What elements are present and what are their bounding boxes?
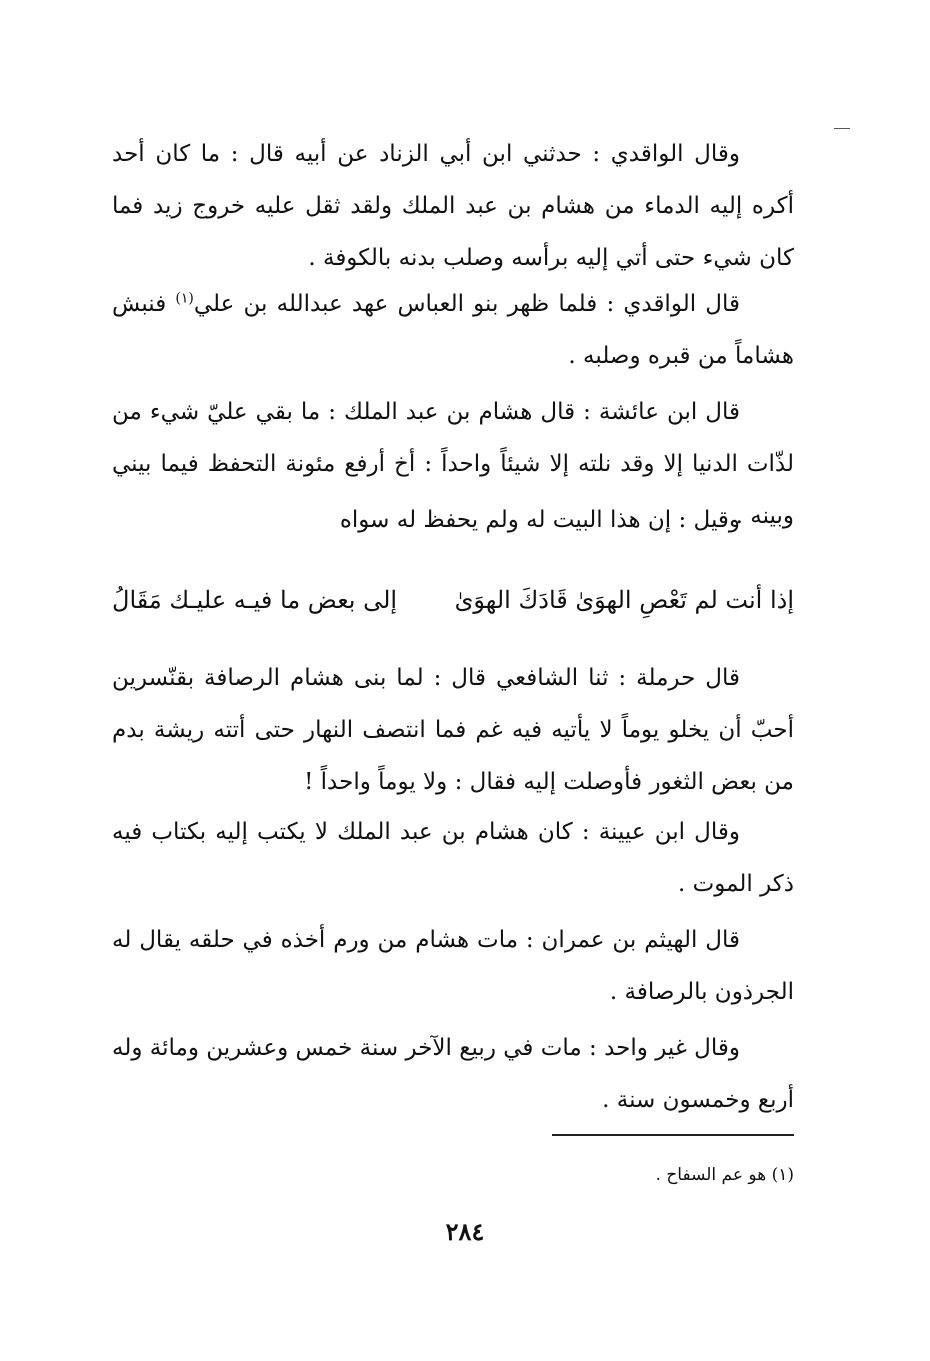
paragraph-text-part: قال الواقدي : فلما ظهر بنو العباس عهد عبدالله بن علي: [193, 291, 740, 317]
footnote-reference: (١): [175, 290, 194, 307]
paragraph-haytham: [112, 914, 794, 1018]
paragraph-text: قال حرملة : ثنا الشافعي قال : لما بنى هشام الرصافة بقنّسرين أحبّ أن يخلو يوماً لا يأتيه فيه غم فما انتصف النهار حتى أتته ريشة بدم من بعض الثغور فأوصلت إليه فقال : ولا يوماً واحداً !: [112, 665, 794, 795]
footnote-divider: [552, 1134, 794, 1136]
paragraph-text: [112, 278, 794, 382]
corner-mark: [834, 128, 850, 129]
footnote-text: هو عم السفاح .: [655, 1165, 767, 1185]
paragraph-harmala: [112, 652, 794, 808]
page-number: ٢٨٤: [445, 1217, 485, 1246]
paragraph-death-date: [112, 1022, 794, 1126]
paragraph-poem-intro: [112, 494, 794, 546]
paragraph-waqidi-1: [112, 128, 794, 284]
paragraph-text: وقيل : إن هذا البيت له ولم يحفظ له سواه: [339, 507, 740, 533]
poem-hemistich-first: إذا أنت لم تَعْصِ الهوَىٰ قَادَكَ الهوَىٰ: [454, 586, 794, 614]
poem-verse: [112, 574, 794, 626]
paragraph-text: وقال الواقدي : حدثني ابن أبي الزناد عن أبيه قال : ما كان أحد أكره إليه الدماء من هشام بن عبد الملك ولقد ثقل عليه خروج زيد فما كان شيء حتى أتي إليه برأسه وصلب بدنه بالكوفة .: [112, 141, 794, 271]
paragraph-text: وقال غير واحد : مات في ربيع الآخر سنة خمس وعشرين ومائة وله أربع وخمسون سنة .: [112, 1035, 794, 1113]
paragraph-text: وقال ابن عيينة : كان هشام بن عبد الملك لا يكتب إليه بكتاب فيه ذكر الموت .: [112, 819, 794, 897]
paragraph-waqidi-2: [112, 278, 794, 382]
paragraph-text: قال الهيثم بن عمران : مات هشام من ورم أخذه في حلقه يقال له الجرذون بالرصافة .: [112, 927, 794, 1005]
footnote: [500, 1160, 794, 1190]
poem-hemistich-second: إلى بعض ما فيـه عليـك مَقَالُ: [112, 586, 398, 614]
paragraph-ibn-uyayna: [112, 806, 794, 910]
paragraph-text: قال ابن عائشة : قال هشام بن عبد الملك : ما بقي عليّ شيء من لذّات الدنيا إلا وقد نلته إلا شيئاً واحداً : أخ أرفع مئونة التحفظ فيما بيني وبينه .: [112, 399, 794, 529]
footnote-marker: (١): [771, 1165, 794, 1185]
paragraph-text-part: فنبش هشاماً من قبره وصلبه .: [112, 291, 794, 369]
